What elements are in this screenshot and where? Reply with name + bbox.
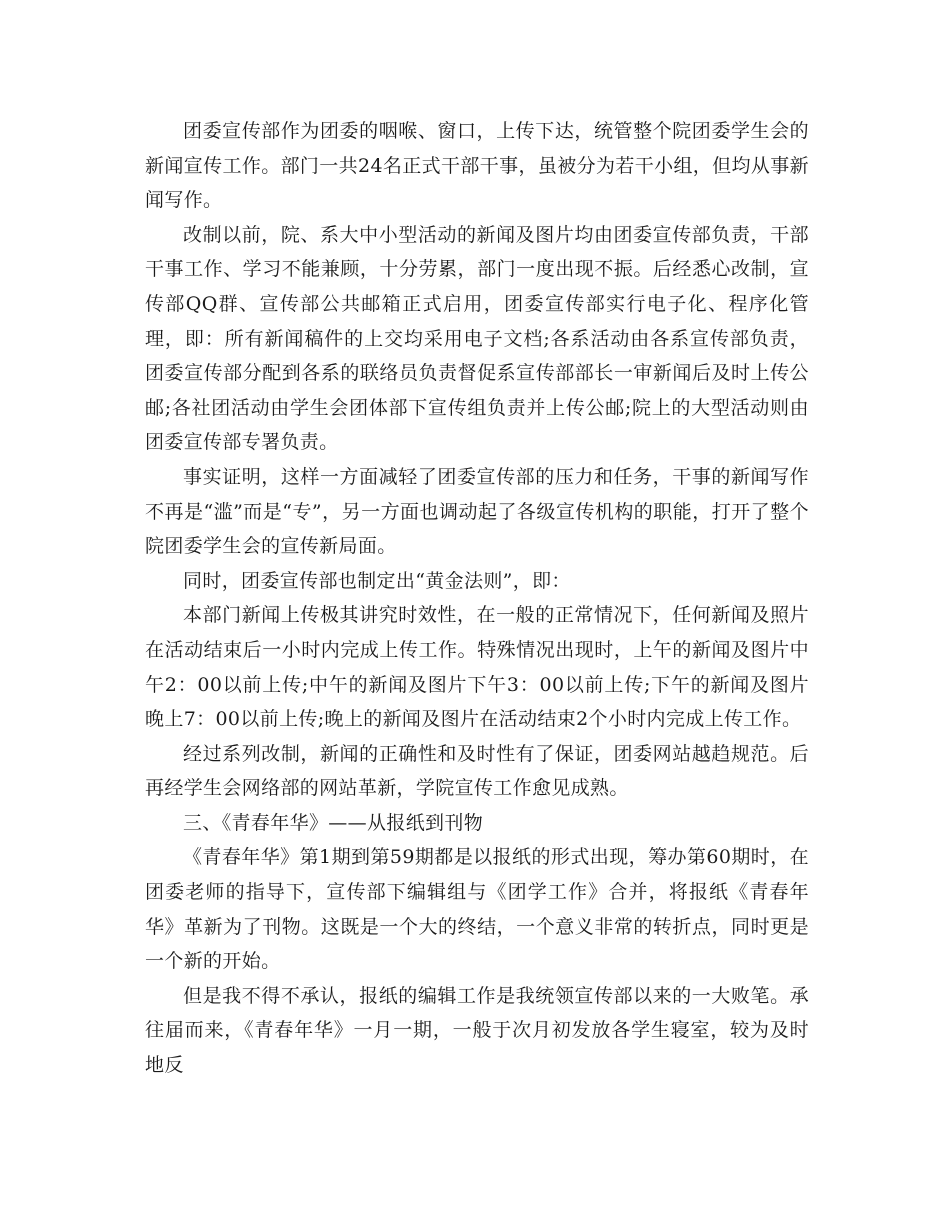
paragraph: 《青春年华》第1期到第59期都是以报纸的形式出现，筹办第60期时，在团委老师的指导下，宣传部下编辑组与《团学工作》合并，将报纸《青春年华》革新为了刊物。这既是一个大的终结，一个意义非常的转折点，同时更是一个新的开始。 <box>145 846 809 973</box>
paragraph: 本部门新闻上传极其讲究时效性，在一般的正常情况下，任何新闻及照片在活动结束后一小时内完成上传工作。特殊情况出现时，上午的新闻及图片中午2：00以前上传;中午的新闻及图片下午3：00以前上传;下午的新闻及图片晚上7：00以前上传;晚上的新闻及图片在活动结束2个小时内完成上传工作。 <box>145 604 809 731</box>
paragraph: 改制以前，院、系大中小型活动的新闻及图片均由团委宣传部负责，干部干事工作、学习不能兼顾，十分劳累，部门一度出现不振。后经悉心改制，宣传部QQ群、宣传部公共邮箱正式启用，团委宣传部实行电子化、程序化管理，即：所有新闻稿件的上交均采用电子文档;各系活动由各系宣传部负责，团委宣传部分配到各系的联络员负责督促系宣传部部长一审新闻后及时上传公邮;各社团活动由学生会团体部下宣传组负责并上传公邮;院上的大型活动则由团委宣传部专署负责。 <box>145 223 809 454</box>
paragraph: 事实证明，这样一方面减轻了团委宣传部的压力和任务，干事的新闻写作不再是“滥”而是“专”，另一方面也调动起了各级宣传机构的职能，打开了整个院团委学生会的宣传新局面。 <box>145 465 809 558</box>
paragraph: 团委宣传部作为团委的咽喉、窗口，上传下达，统管整个院团委学生会的新闻宣传工作。部门一共24名正式干部干事，虽被分为若干小组，但均从事新闻写作。 <box>145 120 809 212</box>
paragraph: 同时，团委宣传部也制定出“黄金法则”，即： <box>183 569 571 592</box>
paragraph: 经过系列改制，新闻的正确性和及时性有了保证，团委网站越趋规范。后再经学生会网络部的网站革新，学院宣传工作愈见成熟。 <box>145 742 809 800</box>
section-heading: 三、《青春年华》——从报纸到刊物 <box>183 811 484 834</box>
document-body <box>145 114 809 1083</box>
paragraph: 但是我不得不承认，报纸的编辑工作是我统领宣传部以来的一大败笔。承往届而来，《青春年华》一月一期，一般于次月初发放各学生寝室，较为及时地反 <box>145 984 809 1077</box>
